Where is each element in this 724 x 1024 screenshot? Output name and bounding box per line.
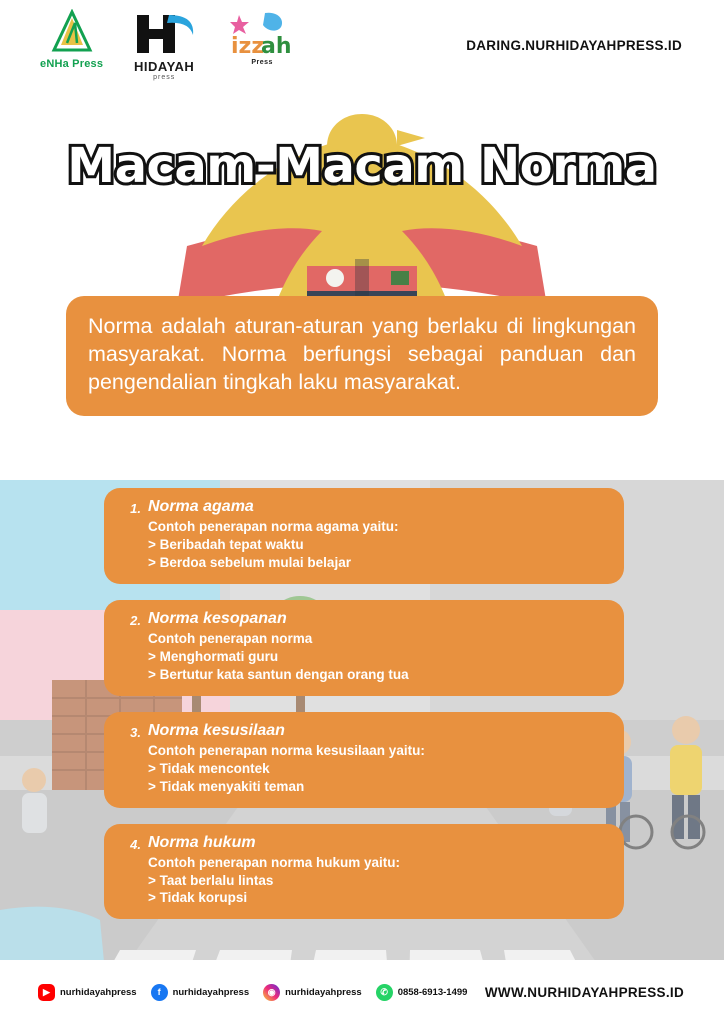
- list-item-number: 1.: [130, 501, 141, 516]
- svg-text:izz: izz: [231, 34, 265, 59]
- social-label: nurhidayahpress: [60, 986, 137, 998]
- logo-group: [40, 9, 299, 81]
- list-item-line: > Beribadah tepat waktu: [148, 536, 304, 552]
- logo-enha-press: [40, 9, 103, 70]
- izzah-press-icon: [225, 9, 299, 59]
- list-item-title: Norma kesopanan: [148, 609, 287, 627]
- list-item-line: Contoh penerapan norma agama yaitu:: [148, 519, 399, 534]
- list-item: [104, 600, 624, 696]
- list-item: [104, 712, 624, 808]
- svg-text:ah: ah: [261, 34, 292, 59]
- social-label: nurhidayahpress: [172, 986, 250, 998]
- list-item-body: [148, 834, 606, 908]
- enha-press-label: eNHa Press: [40, 58, 104, 70]
- facebook-icon: f: [151, 984, 168, 1001]
- social-label: 0858-6913-1499: [397, 986, 468, 998]
- list-item: [104, 488, 624, 584]
- list-item-line: > Tidak korupsi: [148, 890, 248, 906]
- hidayah-press-sublabel: press: [153, 74, 176, 81]
- list-item-body: [148, 722, 606, 796]
- list-item-line: > Tidak menyakiti teman: [148, 778, 305, 794]
- enha-press-icon: [49, 9, 95, 55]
- whatsapp-icon: ✆: [376, 984, 393, 1001]
- social-link-instagram[interactable]: [263, 984, 362, 1001]
- instagram-icon: ◉: [263, 984, 280, 1001]
- page-title: Macam-Macam Norma: [67, 138, 657, 194]
- list-item-number: 3.: [130, 724, 141, 740]
- list-item-number: 2.: [130, 612, 141, 628]
- logo-hidayah-press: [129, 9, 199, 81]
- list-item-line: > Tidak mencontek: [148, 760, 270, 776]
- footer-bar: [0, 960, 724, 1024]
- social-link-whatsapp[interactable]: [376, 984, 468, 1001]
- social-label: nurhidayahpress: [285, 986, 362, 998]
- social-links: [38, 984, 467, 1001]
- youtube-icon: ▶: [38, 984, 55, 1001]
- list-item-title: Norma hukum: [148, 833, 256, 851]
- hidayah-press-icon: [129, 9, 199, 57]
- izzah-press-sublabel: Press: [251, 59, 273, 66]
- list-item-title: Norma agama: [148, 498, 254, 515]
- list-item: [104, 824, 624, 920]
- list-item-line: Contoh penerapan norma kesusilaan yaitu:: [148, 742, 425, 758]
- footer-website-url: WWW.NURHIDAYAHPRESS.ID: [484, 984, 684, 1000]
- list-item-body: [148, 498, 606, 572]
- list-item-line: > Berdoa sebelum mulai belajar: [148, 554, 351, 570]
- social-link-facebook[interactable]: [151, 984, 250, 1001]
- list-item-line: > Menghormati guru: [148, 648, 279, 664]
- list-item-line: > Taat berlalu lintas: [148, 872, 274, 888]
- list-item-line: Contoh penerapan norma hukum yaitu:: [148, 854, 401, 870]
- intro-paragraph: Norma adalah aturan-aturan yang berlaku di lingkungan masyarakat. Norma berfungsi sebagai panduan dan pengendalian tingkah laku masyarakat.: [66, 296, 658, 416]
- list-item-line: Contoh penerapan norma: [148, 630, 313, 646]
- list-item-title: Norma kesusilaan: [148, 721, 285, 739]
- list-item-body: [148, 610, 606, 684]
- social-link-youtube[interactable]: [38, 984, 137, 1001]
- list-item-line: > Bertutur kata santun dengan orang tua: [148, 666, 409, 682]
- header-bar: [0, 0, 724, 90]
- list-item-number: 4.: [130, 836, 141, 852]
- header-site-url: DARING.NURHIDAYAHPRESS.ID: [466, 37, 682, 53]
- logo-izzah-press: [225, 9, 299, 66]
- norma-list: [104, 488, 624, 935]
- hidayah-press-label: HIDAYAH: [133, 59, 195, 74]
